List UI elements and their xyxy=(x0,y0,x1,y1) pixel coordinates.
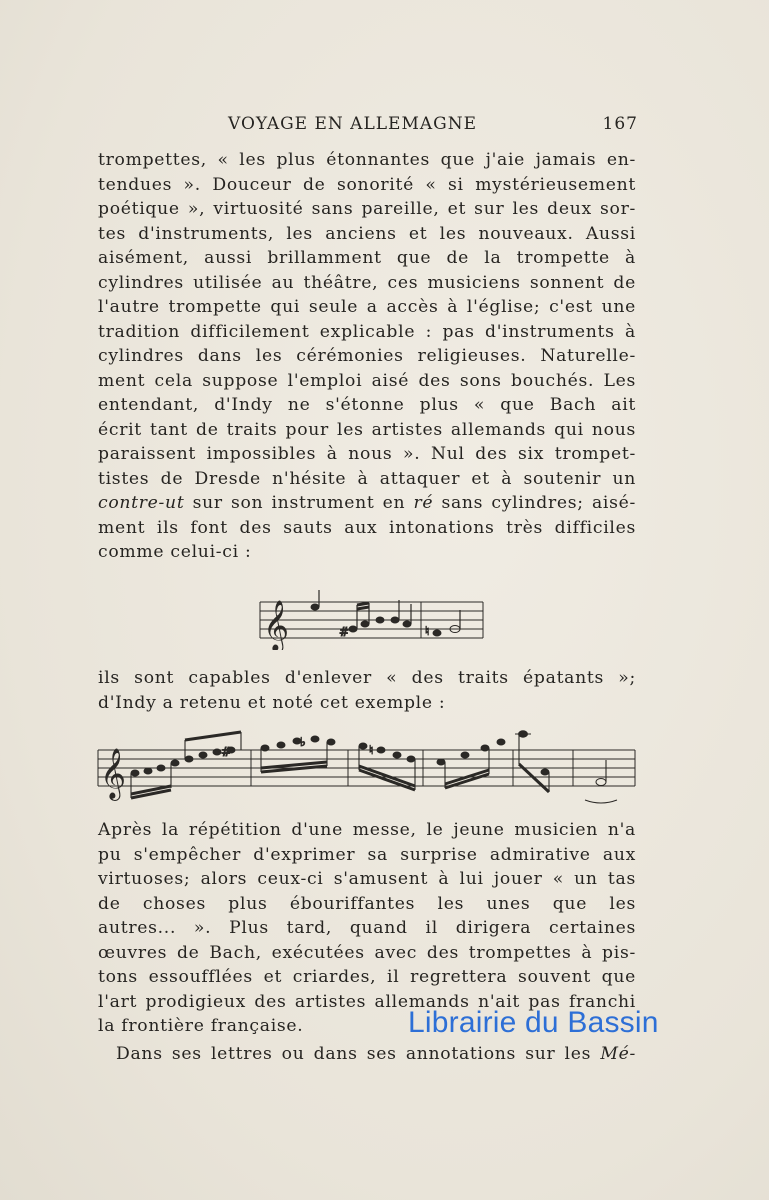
text-line: cylindres utilisée au théâtre, ces musiciens sonnent de xyxy=(98,272,636,293)
watermark: Librairie du Bassin xyxy=(408,1006,659,1039)
treble-clef-icon: 𝄞 xyxy=(100,748,127,799)
text-line: paraissent impossibles à nous ». Nul des six trompet- xyxy=(98,444,636,464)
note xyxy=(376,617,384,623)
music-example-2 xyxy=(93,728,638,806)
note xyxy=(433,630,441,636)
text-line: ils sont capables d'enlever « des traits épatants »; xyxy=(98,668,636,688)
note xyxy=(361,621,369,627)
text-line: tendues ». Douceur de sonorité « si mystérieusement xyxy=(98,174,636,195)
text-line: pu s'empêcher d'exprimer sa surprise admirative aux xyxy=(98,844,636,865)
text-line: comme celui-ci : xyxy=(98,542,252,562)
paragraph-1 xyxy=(98,148,636,565)
svg-text:#: # xyxy=(221,745,232,759)
text-line: trompettes, « les plus étonnantes que j'aie jamais en- xyxy=(98,150,636,170)
text-line: cylindres dans les cérémonies religieuses. Naturelle- xyxy=(98,346,636,366)
text-line: ment cela suppose l'emploi aisé des sons bouchés. Les xyxy=(98,370,636,391)
svg-text:♮: ♮ xyxy=(369,743,374,757)
text-line: autres... ». Plus tard, quand il dirigera certaines xyxy=(98,918,636,938)
music-example-1 xyxy=(255,590,485,650)
text-line: tradition difficilement explicable : pas d'instruments à xyxy=(98,321,636,342)
re-term: ré xyxy=(413,493,434,513)
paragraph-2 xyxy=(98,666,636,715)
contre-ut-term: contre-ut xyxy=(98,493,185,513)
text-line: tistes de Dresde n'hésite à attaquer et à soutenir un xyxy=(98,468,636,489)
text-line-contre-ut: contre-ut sur son instrument en ré sans cylindres; aisé- xyxy=(98,493,636,513)
text-line: tes d'instruments, les anciens et les nouveaux. Aussi xyxy=(98,223,636,244)
text-line: tons essoufflées et criardes, il regrettera souvent que xyxy=(98,967,636,987)
natural-sign: ♮ xyxy=(425,624,430,638)
note xyxy=(391,617,399,623)
text-line: virtuoses; alors ceux-ci s'amusent à lui jouer « un tas xyxy=(98,869,636,889)
text-line: ment ils font des sauts aux intonations très difficiles xyxy=(98,517,636,538)
text-line: l'art prodigieux des artistes allemands n'ait pas franchi xyxy=(98,991,636,1012)
text-line: écrit tant de traits pour les artistes allemands qui nous xyxy=(98,419,636,440)
text-line: la frontière française. xyxy=(98,1016,304,1036)
sharp-sign: # xyxy=(339,625,350,639)
text-line: poétique », virtuosité sans pareille, et sur les deux sor- xyxy=(98,199,636,219)
svg-text:♭: ♭ xyxy=(300,735,306,749)
paragraph-4 xyxy=(98,1042,636,1067)
page-number: 167 xyxy=(602,114,638,134)
text-line: aisément, aussi brillamment que de la trompette à xyxy=(98,248,636,268)
note xyxy=(311,604,319,610)
note xyxy=(403,621,411,627)
text-line: l'autre trompette qui seule a accès à l'église; c'est une xyxy=(98,297,636,317)
treble-clef-icon: 𝄞 xyxy=(263,600,290,650)
note xyxy=(349,626,357,632)
running-title: VOYAGE EN ALLEMAGNE xyxy=(228,114,477,134)
text-line: d'Indy a retenu et noté cet exemple : xyxy=(98,692,446,713)
text-line: Dans ses lettres ou dans ses annotations sur les Mé- xyxy=(116,1044,636,1064)
page-header xyxy=(98,114,638,140)
text-line: entendant, d'Indy ne s'étonne plus « que Bach ait xyxy=(98,395,636,415)
text-line: de choses plus ébouriffantes les unes que les xyxy=(98,893,636,914)
text-line: Après la répétition d'une messe, le jeune musicien n'a xyxy=(98,820,636,840)
text-line: œuvres de Bach, exécutées avec des trompettes à pis- xyxy=(98,942,636,963)
